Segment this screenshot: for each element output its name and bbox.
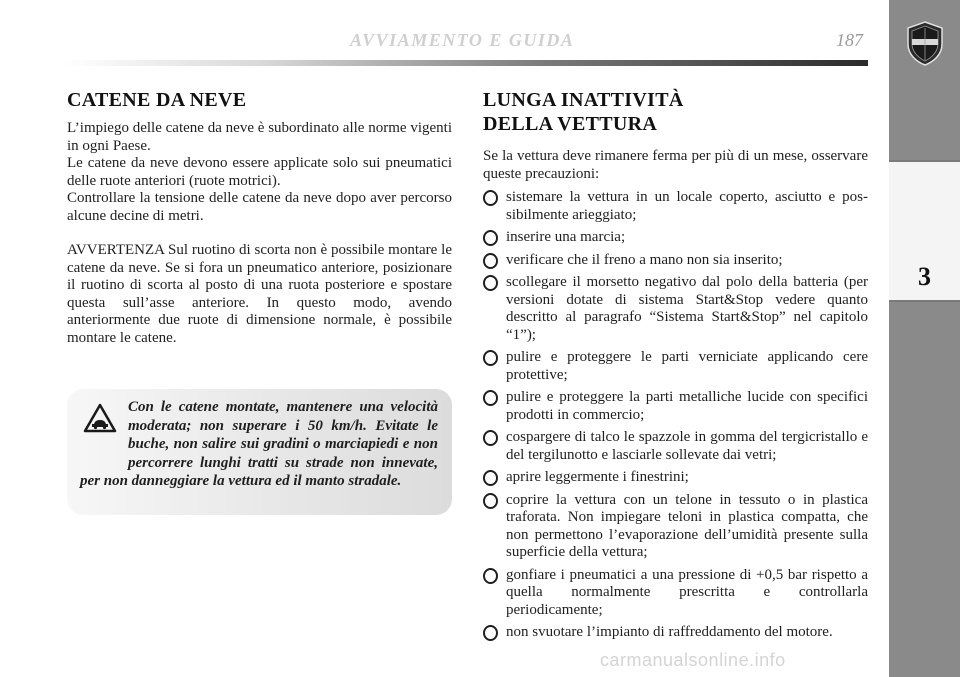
bullet-circle-icon xyxy=(483,493,498,509)
section-title-snow-chains: CATENE DA NEVE xyxy=(67,89,247,111)
list-item-text: pulire e proteggere le parti verniciate applicando cere protettive; xyxy=(506,349,868,383)
section-title-long-inactivity xyxy=(483,88,868,136)
list-item-text: coprire la vettura con un telone in tessuto o in plastica traforata. Non impiegare teloni in plastica compatta, che non permettono l’evaporazione dell’umidità presente sulla superficie della vettura; xyxy=(506,491,868,560)
chapter-side-tab xyxy=(889,0,960,677)
list-item xyxy=(483,349,868,384)
right-column xyxy=(483,88,868,647)
list-item xyxy=(483,189,868,224)
snow-chains-paragraph: Controllare la tensione delle catene da neve dopo aver percorso alcune decine di metri. xyxy=(67,190,452,224)
bullet-circle-icon xyxy=(483,253,498,269)
bullet-circle-icon xyxy=(483,390,498,406)
bullet-circle-icon xyxy=(483,350,498,366)
bullet-circle-icon xyxy=(483,470,498,486)
footer-watermark: carmanualsonline.info xyxy=(600,650,786,670)
list-item xyxy=(483,252,868,270)
section-title-line: DELLA VETTURA xyxy=(483,113,658,135)
list-item-text: scollegare il morsetto negativo dal polo della batteria (per versioni dotate di sistema Start&Stop vedere quanto descritto al paragrafo “Sistema Start&Stop” nel capitolo “1”); xyxy=(506,274,868,343)
list-item-text: gonfiare i pneumatici a una pressione di +0,5 bar rispetto a quella normalmente prescritta e controllarla periodicamente; xyxy=(506,566,868,618)
page-header-title: AVVIAMENTO E GUIDA xyxy=(350,30,575,50)
chapter-number: 3 xyxy=(918,262,931,291)
snow-chains-notice: AVVERTENZA Sul ruotino di scorta non è possibile montare le catene da neve. Se si fora un pneumatico anteriore, posizionare il ruotino di scorta al posto di una ruota posteriore e spostare questa sull’asse anteriore. In questo modo, avendo anteriormente due ruote di dimensione normale, è possibile montare le catene. xyxy=(67,242,452,346)
list-item xyxy=(483,274,868,344)
header-rule xyxy=(64,60,868,66)
warning-box xyxy=(67,389,452,515)
list-item xyxy=(483,389,868,424)
bullet-circle-icon xyxy=(483,430,498,446)
side-tab-top xyxy=(889,0,960,160)
bullet-circle-icon xyxy=(483,625,498,641)
bullet-circle-icon xyxy=(483,230,498,246)
left-column xyxy=(67,88,452,347)
list-item-text: verificare che il freno a mano non sia inserito; xyxy=(506,251,783,268)
list-item-text: inserire una marcia; xyxy=(506,229,626,245)
side-tab-bottom xyxy=(889,302,960,677)
list-item xyxy=(483,567,868,620)
side-tab-active-section xyxy=(889,162,960,300)
list-item xyxy=(483,492,868,562)
list-item-text: cospargere di talco le spazzole in gomma del tergicristallo e del tergilunotto e lasciarle sollevate dai vetri; xyxy=(506,429,868,463)
warning-text: Con le catene montate, mantenere una velocità moderata; non superare i 50 km/h. Evitate le buche, non salire sui gradini o marciapiedi e non percorrere lunghi tratti su strade non innevate, per non danneggiare la vettura ed il manto stradale. xyxy=(80,399,438,489)
list-item xyxy=(483,624,868,642)
list-item xyxy=(483,469,868,487)
list-item-text: pulire e proteggere la parti metalliche lucide con specifici prodotti in commercio; xyxy=(506,389,868,423)
snow-chains-paragraph: Le catene da neve devono essere applicate solo sui pneumatici delle ruote anteriori (ruote motrici). xyxy=(67,155,452,189)
bullet-circle-icon xyxy=(483,568,498,584)
bullet-circle-icon xyxy=(483,275,498,291)
list-item-text: aprire leggermente i finestrini; xyxy=(506,469,689,485)
precautions-list xyxy=(483,189,868,642)
list-item-text: sistemare la vettura in un locale coperto, asciutto e possibilmente arieggiato; xyxy=(506,189,868,223)
list-item xyxy=(483,429,868,464)
bullet-circle-icon xyxy=(483,190,498,206)
list-item-text: non svuotare l’impianto di raffreddamento del motore. xyxy=(506,624,833,640)
lancia-logo-icon xyxy=(905,20,945,66)
section-title-line: LUNGA INATTIVITÀ xyxy=(483,89,684,111)
snow-chains-paragraph: L’impiego delle catene da neve è subordinato alle norme vigenti in ogni Paese. xyxy=(67,120,452,154)
list-item xyxy=(483,229,868,247)
inactivity-intro: Se la vettura deve rimanere ferma per più di un mese, osservare queste precauzioni: xyxy=(483,148,868,182)
page-number: 187 xyxy=(836,30,863,50)
